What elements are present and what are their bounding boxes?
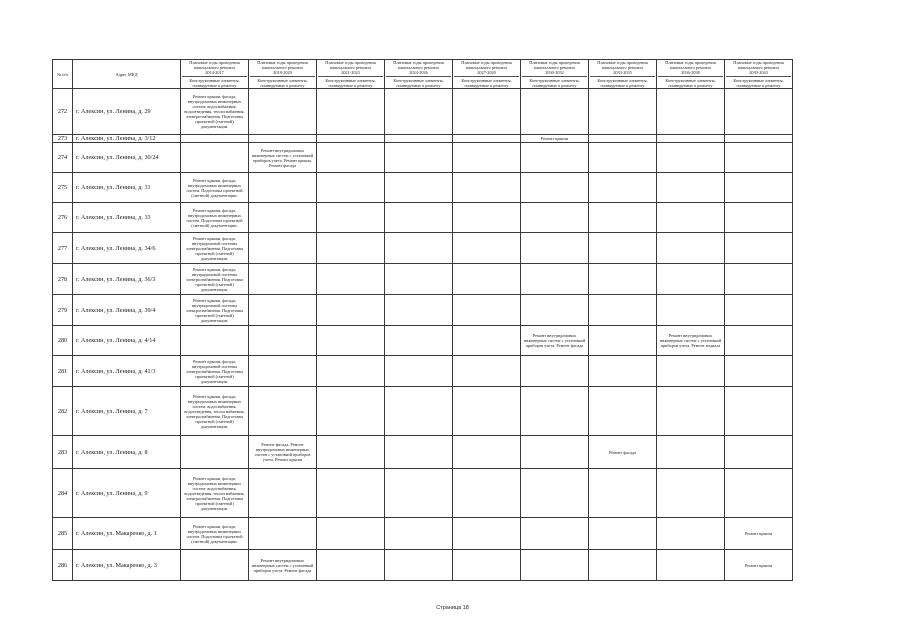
repair-work-cell <box>589 203 657 233</box>
repair-work-cell <box>317 143 385 173</box>
row-number: 282 <box>53 387 73 436</box>
repair-work-cell: Ремонт крыши, фасада, внутридомовой системы электроснабжения. Подготовка проектной (сметной) документации. <box>181 264 249 295</box>
repair-work-cell <box>589 264 657 295</box>
repair-work-cell <box>453 295 521 326</box>
row-address: г. Алексин, ул. Ленина, д. 34/6 <box>73 233 181 264</box>
repair-work-cell <box>249 326 317 356</box>
repair-work-cell <box>317 135 385 143</box>
header-num: № п/п <box>53 60 73 89</box>
row-address: г. Алексин, ул. Макаренко, д. 1 <box>73 518 181 550</box>
row-address: г. Алексин, ул. Ленина, д. 3/12 <box>73 135 181 143</box>
page-number: Страница 18 <box>436 605 469 611</box>
row-number: 273 <box>53 135 73 143</box>
header-period-years: 2033-2035 <box>613 70 632 75</box>
repair-work-cell <box>453 264 521 295</box>
repair-work-cell <box>589 173 657 203</box>
repair-work-cell <box>589 89 657 135</box>
repair-work-cell <box>385 135 453 143</box>
repair-work-cell: Ремонт крыши, фасада, внутридомовой системы электроснабжения. Подготовка проектной (сметной) документации. <box>181 295 249 326</box>
repair-work-cell <box>453 469 521 518</box>
repair-work-cell <box>657 469 725 518</box>
header-period-plan: Плановые годы проведения капитального ремонта <box>665 60 716 70</box>
repair-work-cell <box>249 264 317 295</box>
repair-work-cell <box>521 518 589 550</box>
row-address: г. Алексин, ул. Ленина, д. 4/14 <box>73 326 181 356</box>
header-period-years: 2039-2043 <box>749 70 768 75</box>
row-address: г. Алексин, ул. Ленина, д. 36/3 <box>73 264 181 295</box>
header-period <box>521 60 589 89</box>
repair-work-cell: Ремонт крыши, фасада, внутридомовых инженерных систем. Подготовка проектной (сметной) документации. <box>181 518 249 550</box>
row-address: г. Алексин, ул. Ленина, д. 33 <box>73 203 181 233</box>
repair-work-cell <box>725 143 793 173</box>
repair-work-cell <box>657 295 725 326</box>
repair-work-cell: Ремонт крыши, фасада, внутридомовых инженерных систем. Подготовка проектной (сметной) документации. <box>181 173 249 203</box>
table-row <box>53 469 793 518</box>
header-period-years: 2036-2038 <box>681 70 700 75</box>
repair-work-cell <box>453 550 521 581</box>
repair-work-cell <box>521 89 589 135</box>
repair-work-cell <box>317 550 385 581</box>
repair-work-cell <box>249 469 317 518</box>
header-period <box>589 60 657 89</box>
header-period-plan: Плановые годы проведения капитального ремонта <box>393 60 444 70</box>
table-row <box>53 173 793 203</box>
header-period <box>181 60 249 89</box>
row-number: 279 <box>53 295 73 326</box>
header-period <box>657 60 725 89</box>
header-period-plan: Плановые годы проведения капитального ремонта <box>529 60 580 70</box>
repair-work-cell <box>725 233 793 264</box>
repair-work-cell <box>249 233 317 264</box>
repair-work-cell <box>453 143 521 173</box>
table-row <box>53 326 793 356</box>
header-period-components: Конструктивные элементы, планируемые к ремонту <box>250 76 315 88</box>
capital-repair-table <box>52 59 793 581</box>
row-address: г. Алексин, ул. Макаренко, д. 3 <box>73 550 181 581</box>
row-address: г. Алексин, ул. Ленина, д. 30/24 <box>73 143 181 173</box>
repair-work-cell <box>385 295 453 326</box>
repair-work-cell <box>249 135 317 143</box>
repair-work-cell <box>657 356 725 387</box>
repair-work-cell <box>317 89 385 135</box>
header-period-years: 2021-2023 <box>341 70 360 75</box>
repair-work-cell <box>385 173 453 203</box>
repair-work-cell <box>589 550 657 581</box>
repair-work-cell <box>385 436 453 469</box>
table-row <box>53 264 793 295</box>
repair-work-cell <box>249 203 317 233</box>
repair-work-cell: Ремонт крыши, фасада, внутридомовых инженерных систем: водоснабжения, водоотведения, теплоснабжения, электроснабжения. Подготовка проектной (сметной) документации. <box>181 469 249 518</box>
repair-work-cell <box>589 143 657 173</box>
repair-work-cell <box>453 89 521 135</box>
repair-work-cell <box>725 173 793 203</box>
repair-work-cell <box>725 326 793 356</box>
header-period-plan: Плановые годы проведения капитального ремонта <box>325 60 376 70</box>
repair-work-cell <box>725 356 793 387</box>
row-number: 277 <box>53 233 73 264</box>
header-address: Адрес МКД <box>73 60 181 89</box>
row-number: 278 <box>53 264 73 295</box>
table-header-row <box>53 60 793 89</box>
repair-work-cell <box>385 143 453 173</box>
repair-work-cell: Ремонт фасада. Ремонт внутридомовых инженерных систем с установкой приборов учета. Ремонт крыши <box>249 436 317 469</box>
header-period-plan: Плановые годы проведения капитального ремонта <box>257 60 308 70</box>
repair-work-cell <box>521 356 589 387</box>
repair-work-cell <box>385 89 453 135</box>
header-period-components: Конструктивные элементы, планируемые к ремонту <box>386 76 451 88</box>
table-row <box>53 233 793 264</box>
header-period-years: 2030-2032 <box>545 70 564 75</box>
repair-work-cell: Ремонт внутридомовых инженерных систем с установкой приборов учета. Ремонт подвала <box>657 326 725 356</box>
header-period <box>453 60 521 89</box>
repair-work-cell <box>521 469 589 518</box>
header-period-components: Конструктивные элементы, планируемые к ремонту <box>522 76 587 88</box>
repair-work-cell <box>589 326 657 356</box>
repair-work-cell <box>657 143 725 173</box>
repair-work-cell <box>453 436 521 469</box>
repair-work-cell <box>385 550 453 581</box>
row-address: г. Алексин, ул. Ленина, д. 7 <box>73 387 181 436</box>
table-row <box>53 550 793 581</box>
repair-work-cell: Ремонт крыши <box>725 518 793 550</box>
repair-work-cell <box>385 203 453 233</box>
repair-work-cell: Ремонт фасада <box>589 436 657 469</box>
header-period-components: Конструктивные элементы, планируемые к ремонту <box>590 76 655 88</box>
repair-work-cell: Ремонт крыши <box>725 550 793 581</box>
row-address: г. Алексин, ул. Ленина, д. 29 <box>73 89 181 135</box>
repair-work-cell <box>657 135 725 143</box>
repair-work-cell <box>521 550 589 581</box>
table-row <box>53 89 793 135</box>
table-row <box>53 295 793 326</box>
repair-work-cell <box>589 518 657 550</box>
repair-work-cell <box>521 295 589 326</box>
repair-work-cell <box>521 436 589 469</box>
repair-work-cell <box>725 264 793 295</box>
repair-work-cell <box>249 518 317 550</box>
header-period-components: Конструктивные элементы, планируемые к ремонту <box>454 76 519 88</box>
repair-work-cell <box>181 143 249 173</box>
repair-work-cell <box>725 135 793 143</box>
header-period <box>249 60 317 89</box>
repair-work-cell <box>657 264 725 295</box>
row-number: 272 <box>53 89 73 135</box>
row-number: 276 <box>53 203 73 233</box>
row-number: 274 <box>53 143 73 173</box>
row-address: г. Алексин, ул. Ленина, д. 39/4 <box>73 295 181 326</box>
repair-work-cell <box>725 387 793 436</box>
repair-work-cell <box>521 264 589 295</box>
repair-work-cell <box>453 233 521 264</box>
repair-work-cell <box>181 135 249 143</box>
repair-work-cell: Ремонт крыши, фасада, внутридомовых инженерных систем: водоснабжения, водоотведения, теплоснабжения, электроснабжения. Подготовка проектной (сметной) документации. <box>181 89 249 135</box>
row-number: 283 <box>53 436 73 469</box>
row-number: 281 <box>53 356 73 387</box>
repair-work-cell <box>657 550 725 581</box>
repair-work-cell <box>725 203 793 233</box>
header-period-plan: Плановые годы проведения капитального ремонта <box>597 60 648 70</box>
table-row <box>53 203 793 233</box>
repair-work-cell <box>249 387 317 436</box>
header-period-years: 2024-2026 <box>409 70 428 75</box>
repair-work-cell <box>453 135 521 143</box>
repair-work-cell <box>317 326 385 356</box>
repair-work-cell <box>453 387 521 436</box>
table-row <box>53 143 793 173</box>
repair-work-cell <box>521 233 589 264</box>
repair-work-cell <box>181 436 249 469</box>
row-address: г. Алексин, ул. Ленина, д. 9 <box>73 469 181 518</box>
repair-work-cell <box>249 173 317 203</box>
repair-work-cell <box>589 469 657 518</box>
repair-work-cell <box>453 326 521 356</box>
row-address: г. Алексин, ул. Ленина, д. 8 <box>73 436 181 469</box>
repair-work-cell <box>725 436 793 469</box>
repair-work-cell <box>385 469 453 518</box>
header-period-years: 2018-2020 <box>273 70 292 75</box>
table-row <box>53 387 793 436</box>
header-period-components: Конструктивные элементы, планируемые к ремонту <box>182 76 247 88</box>
header-period-plan: Плановые годы проведения капитального ремонта <box>189 60 240 70</box>
header-period <box>725 60 793 89</box>
repair-work-cell <box>657 173 725 203</box>
repair-work-cell <box>589 295 657 326</box>
repair-work-cell <box>249 295 317 326</box>
header-period-years: 2014-2017 <box>205 70 224 75</box>
row-number: 286 <box>53 550 73 581</box>
repair-work-cell <box>317 233 385 264</box>
repair-work-cell <box>521 203 589 233</box>
repair-work-cell <box>385 326 453 356</box>
repair-work-cell <box>521 387 589 436</box>
repair-work-cell <box>657 436 725 469</box>
row-number: 284 <box>53 469 73 518</box>
repair-work-cell <box>589 356 657 387</box>
header-period-plan: Плановые годы проведения капитального ремонта <box>733 60 784 70</box>
repair-work-cell <box>317 436 385 469</box>
repair-work-cell: Ремонт крыши, фасада, внутридомовых инженерных систем. Подготовка проектной (сметной) документации. <box>181 203 249 233</box>
repair-work-cell <box>385 387 453 436</box>
repair-work-cell: Ремонт крыши, фасада, внутридомовой системы электроснабжения. Подготовка проектной (сметной) документации. <box>181 356 249 387</box>
table-row <box>53 135 793 143</box>
repair-work-cell <box>317 295 385 326</box>
repair-work-cell <box>725 469 793 518</box>
repair-work-cell: Ремонт внутридомовых инженерных систем с установкой приборов учета. Ремонт фасада <box>249 550 317 581</box>
repair-work-cell <box>453 173 521 203</box>
header-period-components: Конструктивные элементы, планируемые к ремонту <box>726 76 791 88</box>
repair-work-cell <box>385 233 453 264</box>
header-period <box>385 60 453 89</box>
row-number: 275 <box>53 173 73 203</box>
repair-work-cell <box>589 387 657 436</box>
header-period-components: Конструктивные элементы, планируемые к ремонту <box>658 76 723 88</box>
repair-work-cell <box>317 173 385 203</box>
repair-work-cell <box>249 356 317 387</box>
repair-work-cell <box>181 326 249 356</box>
header-period-components: Конструктивные элементы, планируемые к ремонту <box>318 76 383 88</box>
repair-work-cell <box>657 518 725 550</box>
table-row <box>53 518 793 550</box>
header-period-plan: Плановые годы проведения капитального ремонта <box>461 60 512 70</box>
header-period <box>317 60 385 89</box>
repair-work-cell <box>657 203 725 233</box>
repair-work-cell <box>725 89 793 135</box>
repair-work-cell <box>317 356 385 387</box>
repair-work-cell: Ремонт крыши <box>521 135 589 143</box>
repair-work-cell: Ремонт крыши, фасада, внутридомовой системы электроснабжения. Подготовка проектной (сметной) документации. <box>181 233 249 264</box>
repair-work-cell <box>317 203 385 233</box>
repair-work-cell <box>725 295 793 326</box>
repair-work-cell <box>657 89 725 135</box>
repair-work-cell <box>453 518 521 550</box>
repair-work-cell <box>657 387 725 436</box>
repair-work-cell: Ремонт крыши, фасада, внутридомовых инженерных систем: водоснабжения, водоотведения, теплоснабжения, электроснабжения. Подготовка проектной (сметной) документации. <box>181 387 249 436</box>
header-period-years: 2027-2029 <box>477 70 496 75</box>
table-row <box>53 356 793 387</box>
repair-work-cell <box>453 356 521 387</box>
row-number: 285 <box>53 518 73 550</box>
repair-work-cell <box>521 143 589 173</box>
repair-work-cell <box>181 550 249 581</box>
repair-work-cell <box>317 264 385 295</box>
table-body <box>53 89 793 581</box>
repair-work-cell: Ремонт внутридомовых инженерных систем с установкой приборов учета. Ремонт крыши. Ремонт фасада <box>249 143 317 173</box>
repair-work-cell <box>453 203 521 233</box>
repair-work-cell <box>385 518 453 550</box>
row-address: г. Алексин, ул. Ленина, д. 41/3 <box>73 356 181 387</box>
repair-work-cell <box>589 233 657 264</box>
repair-work-cell <box>521 173 589 203</box>
repair-work-cell <box>385 356 453 387</box>
table-row <box>53 436 793 469</box>
repair-work-cell <box>249 89 317 135</box>
repair-work-cell <box>317 518 385 550</box>
row-address: г. Алексин, ул. Ленина, д. 31 <box>73 173 181 203</box>
repair-work-cell: Ремонт внутридомовых инженерных систем с установкой приборов учета. Ремонт фасада <box>521 326 589 356</box>
repair-work-cell <box>589 135 657 143</box>
repair-work-cell <box>385 264 453 295</box>
repair-work-cell <box>657 233 725 264</box>
repair-work-cell <box>317 469 385 518</box>
repair-work-cell <box>317 387 385 436</box>
row-number: 280 <box>53 326 73 356</box>
